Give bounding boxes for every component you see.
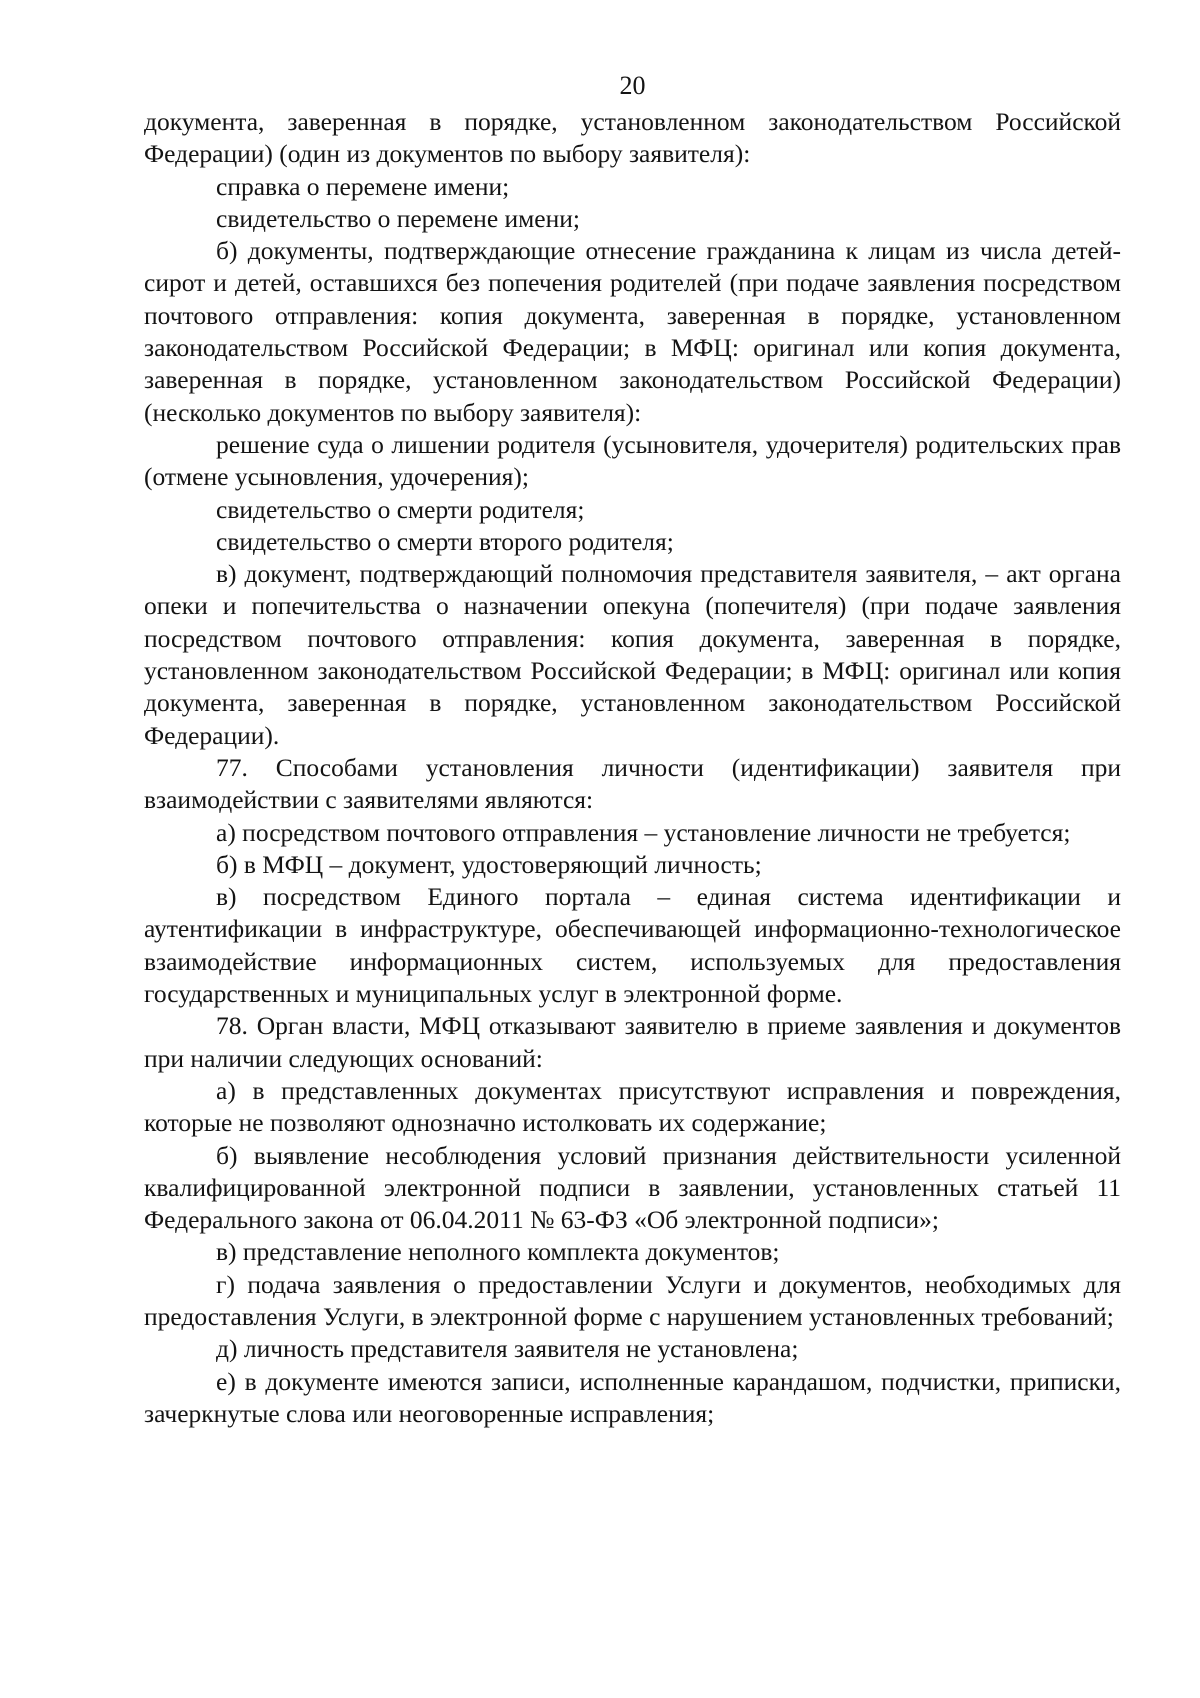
paragraph: 77. Способами установления личности (идентификации) заявителя при взаимодействии с заявителями являются: bbox=[144, 752, 1121, 815]
paragraph: справка о перемене имени; bbox=[216, 171, 510, 201]
paragraph: а) в представленных документах присутствуют исправления и повреждения, которые не позволяют однозначно истолковать их содержание; bbox=[144, 1075, 1121, 1138]
paragraph: свидетельство о смерти родителя; bbox=[216, 494, 585, 524]
paragraph: в) представление неполного комплекта документов; bbox=[216, 1237, 780, 1267]
paragraph: 78. Орган власти, МФЦ отказывают заявителю в приеме заявления и документов при наличии следующих оснований: bbox=[144, 1011, 1121, 1073]
page-number: 20 bbox=[619, 71, 646, 100]
paragraph: в) документ, подтверждающий полномочия представителя заявителя, – акт органа опеки и попечительства о назначении опекуна (попечителя) (при подаче заявления посредством почтового отправления: копия документа, заверенная в порядке, установленном законодательством Российской Федерации; в МФЦ: оригинал или копия документа, заверенная в порядке, установленном законодательством Российской Федерации). bbox=[144, 559, 1121, 750]
paragraph: б) выявление несоблюдения условий признания действительности усиленной квалифицированной электронной подписи в заявлении, установленных статьей 11 Федерального закона от 06.04.2011 № 63-ФЗ «Об электронной подписи»; bbox=[144, 1140, 1121, 1235]
paragraph: документа, заверенная в порядке, установленном законодательством Российской Федерации) (один из документов по выбору заявителя): bbox=[144, 107, 1121, 169]
paragraph: б) в МФЦ – документ, удостоверяющий личность; bbox=[216, 849, 762, 879]
paragraph: е) в документе имеются записи, исполненные карандашом, подчистки, приписки, зачеркнутые слова или неоговоренные исправления; bbox=[144, 1366, 1121, 1428]
paragraph: решение суда о лишении родителя (усыновителя, удочерителя) родительских прав (отмене усыновления, удочерения); bbox=[144, 429, 1121, 492]
paragraph: а) посредством почтового отправления – установление личности не требуется; bbox=[216, 817, 1071, 847]
paragraph: свидетельство о перемене имени; bbox=[216, 203, 580, 233]
paragraph: б) документы, подтверждающие отнесение гражданина к лицам из числа детей-сирот и детей, оставшихся без попечения родителей (при подаче заявления посредством почтового отправления: копия документа, заверенная в порядке, установленном законодательством Российской Федерации; в МФЦ: оригинал или копия документа, заверенная в порядке, установленном законодательством Российской Федерации) (несколько документов по выбору заявителя): bbox=[144, 236, 1121, 427]
paragraph: свидетельство о смерти второго родителя; bbox=[216, 526, 674, 556]
document-body bbox=[144, 106, 1121, 1430]
document-page bbox=[144, 66, 1121, 1430]
paragraph: д) личность представителя заявителя не установлена; bbox=[216, 1334, 799, 1364]
paragraph: г) подача заявления о предоставлении Услуги и документов, необходимых для предоставления Услуги, в электронной форме с нарушением установленных требований; bbox=[144, 1269, 1121, 1331]
paragraph: в) посредством Единого портала – единая система идентификации и аутентификации в инфраструктуре, обеспечивающей информационно-технологическое взаимодействие информационных систем, используемых для предоставления государственных и муниципальных услуг в электронной форме. bbox=[144, 882, 1121, 1009]
